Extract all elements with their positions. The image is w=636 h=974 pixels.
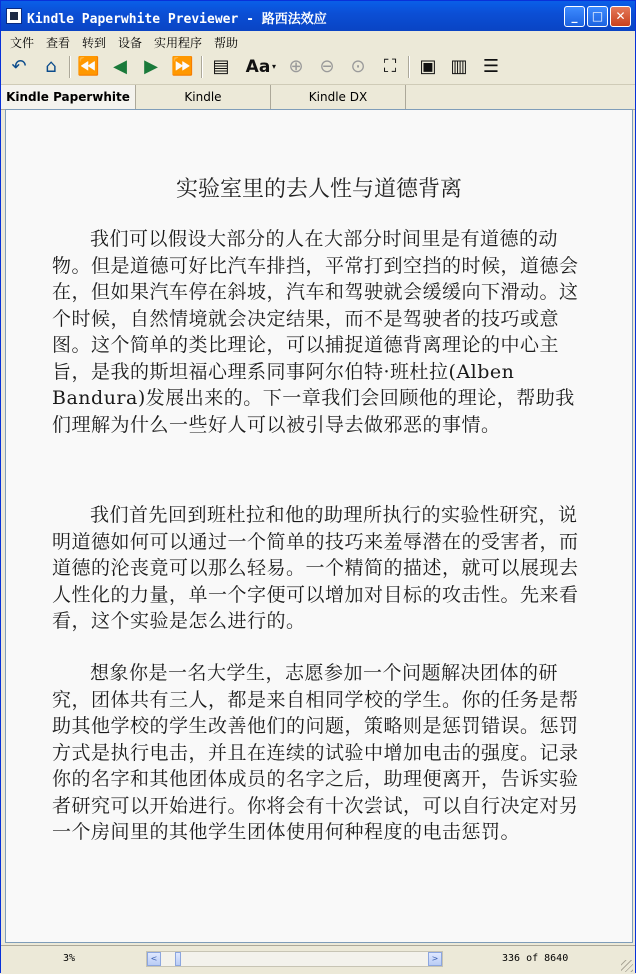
progress-percent: 3% xyxy=(63,953,76,964)
toolbar-separator xyxy=(69,56,71,78)
scroll-thumb[interactable] xyxy=(175,952,181,966)
menu-bar xyxy=(1,31,635,51)
chevron-down-icon[interactable]: ▾ xyxy=(271,62,276,71)
page-scrollbar[interactable] xyxy=(146,951,443,967)
zoom-reset-icon[interactable]: ⊙ xyxy=(350,56,366,77)
device-view-icon[interactable]: ▣ xyxy=(419,56,437,77)
maximize-button[interactable]: □ xyxy=(587,6,608,27)
first-page-icon[interactable]: ⏪ xyxy=(77,56,100,77)
next-page-icon[interactable]: ▶ xyxy=(144,56,158,77)
toolbar-separator xyxy=(408,56,410,78)
page-view-icon[interactable]: ▥ xyxy=(450,56,468,77)
resize-grip[interactable] xyxy=(621,960,633,972)
menu-file[interactable]: 文件 xyxy=(10,36,35,50)
chapter-heading: 实验室里的去人性与道德背离 xyxy=(175,177,462,202)
last-page-icon[interactable]: ⏩ xyxy=(171,56,194,77)
window-title: Kindle Paperwhite Previewer - 路西法效应 xyxy=(27,12,327,27)
zoom-out-icon[interactable]: ⊖ xyxy=(319,56,335,77)
font-size-icon[interactable]: Aa xyxy=(245,57,271,77)
close-button[interactable]: ✕ xyxy=(610,6,631,27)
toolbar-separator xyxy=(201,56,203,78)
toolbar xyxy=(1,51,635,83)
paragraph: 我们可以假设大部分的人在大部分时间里是有道德的动物。但是道德可好比汽车排挡，平常打到空挡的时候，道德会在，但如果汽车停在斜坡，汽车和驾驶就会缓缓向下滑动。这个时候，自然情境就会决定结果，而不是驾驶者的技巧或意图。这个简单的类比理论，可以捕捉道德背离理论的中心主旨，是我的斯坦福心理系同事阿尔伯特·班杜拉(Alben Bandura)发展出来的。下一章我们会回顾他的理论，帮助我们理解为什么一些好人可以被引导去做邪恶的事情。 xyxy=(52,228,579,436)
device-tabs xyxy=(1,84,635,110)
scroll-right-button[interactable]: > xyxy=(428,952,442,966)
toc-icon[interactable]: ▤ xyxy=(212,56,230,77)
home-icon[interactable]: ⌂ xyxy=(45,56,57,77)
tab-kindle-dx[interactable]: Kindle DX xyxy=(271,85,406,109)
menu-utilities[interactable]: 实用程序 xyxy=(154,36,203,50)
tab-kindle[interactable]: Kindle xyxy=(136,85,271,109)
page-position: 336 of 8640 xyxy=(502,953,569,964)
app-icon xyxy=(6,8,22,24)
book-page[interactable] xyxy=(5,109,633,943)
fullscreen-icon[interactable]: ⛶ xyxy=(383,56,397,77)
back-icon[interactable]: ↶ xyxy=(11,56,27,77)
status-bar xyxy=(1,945,635,974)
paragraph: 我们首先回到班杜拉和他的助理所执行的实验性研究，说明道德如何可以通过一个简单的技巧来羞辱潜在的受害者，而道德的沦丧竟可以那么轻易。一个精简的描述，就可以展现去人性化的力量，单一个字便可以增加对目标的攻击性。先来看看，这个实验是怎么进行的。 xyxy=(52,504,579,632)
menu-goto[interactable]: 转到 xyxy=(82,36,107,50)
scroll-left-button[interactable]: < xyxy=(147,952,161,966)
menu-view[interactable]: 查看 xyxy=(46,36,71,50)
menu-help[interactable]: 帮助 xyxy=(214,36,239,50)
paragraph: 想象你是一名大学生，志愿参加一个问题解决团体的研究，团体共有三人，都是来自相同学校的学生。你的任务是帮助其他学校的学生改善他们的问题，策略则是惩罚错误。惩罚方式是执行电击，并且在连续的试验中增加电击的强度。记录你的名字和其他团体成员的名字之后，助理便离开，告诉实验者研究可以开始进行。你将会有十次尝试，可以自行决定对另一个房间里的其他学生团体使用何种程度的电击惩罚。 xyxy=(52,662,579,843)
title-bar[interactable] xyxy=(1,1,635,31)
tab-kindle-paperwhite[interactable]: Kindle Paperwhite xyxy=(1,85,136,109)
previous-page-icon[interactable]: ◀ xyxy=(113,56,127,77)
zoom-in-icon[interactable]: ⊕ xyxy=(288,56,304,77)
minimize-button[interactable]: _ xyxy=(564,6,585,27)
menu-device[interactable]: 设备 xyxy=(118,36,143,50)
list-view-icon[interactable]: ☰ xyxy=(482,56,500,77)
